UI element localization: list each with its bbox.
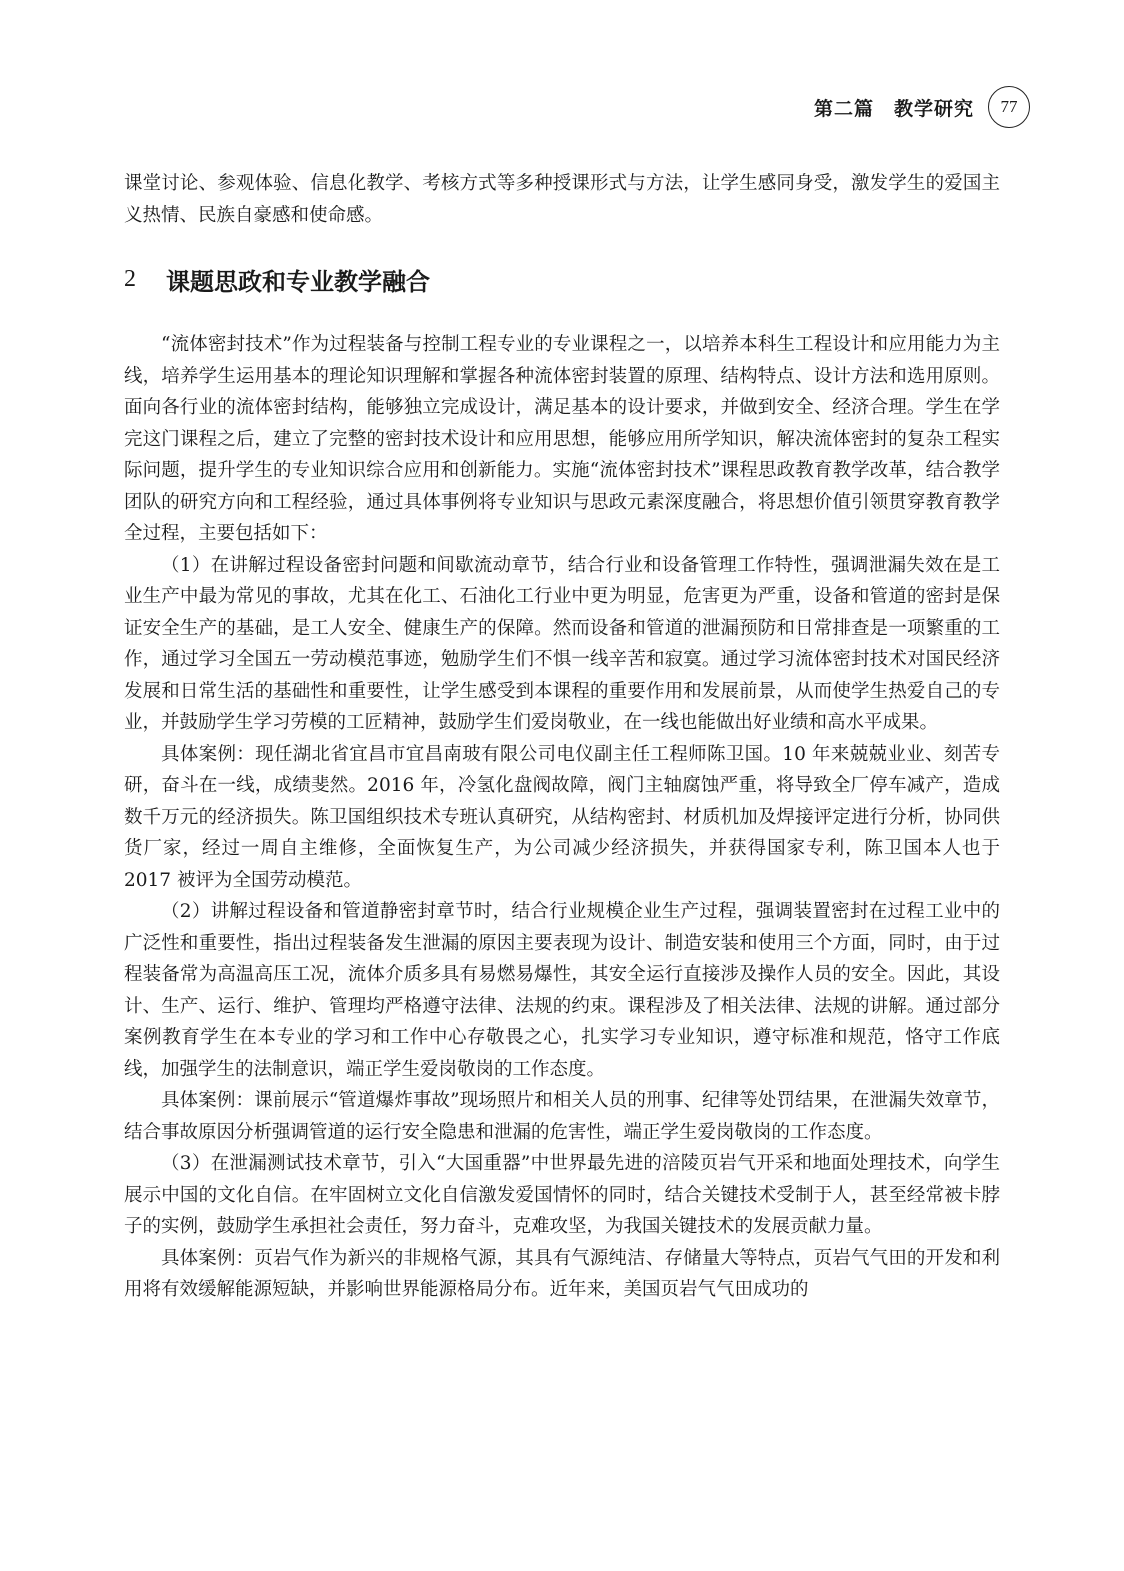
body-paragraph: （2）讲解过程设备和管道静密封章节时，结合行业规模企业生产过程，强调装置密封在过程工业中的广泛性和重要性，指出过程装备发生泄漏的原因主要表现为设计、制造安装和使用三个方面，同时，由于过程装备常为高温高压工况，流体介质多具有易燃易爆性，其安全运行直接涉及操作人员的安全。因此，其设计、生产、运行、维护、管理均严格遵守法律、法规的约束。课程涉及了相关法律、法规的讲解。通过部分案例教育学生在本专业的学习和工作中心存敬畏之心，扎实学习专业知识，遵守标准和规范，恪守工作底线，加强学生的法制意识，端正学生爱岗敬岗的工作态度。 [124,901,1000,1080]
body-paragraph: （1）在讲解过程设备密封问题和间歇流动章节，结合行业和设备管理工作特性，强调泄漏失效在是工业生产中最为常见的事故，尤其在化工、石油化工行业中更为明显，危害更为严重，设备和管道的密封是保证安全生产的基础，是工人安全、健康生产的保障。然而设备和管道的泄漏预防和日常排查是一项繁重的工作，通过学习全国五一劳动模范事迹，勉励学生们不惧一线辛苦和寂寞。通过学习流体密封技术对国民经济发展和日常生活的基础性和重要性，让学生感受到本课程的重要作用和发展前景，从而使学生热爱自己的专业，并鼓励学生学习劳模的工匠精神，鼓励学生们爱岗敬业，在一线也能做出好业绩和高水平成果。 [124,554,1000,733]
case-paragraph: 具体案例：页岩气作为新兴的非规格气源，其具有气源纯洁、存储量大等特点，页岩气气田的开发和利用将有效缓解能源短缺，并影响世界能源格局分布。近年来，美国页岩气气田成功的 [124,1247,1000,1300]
intro-paragraph: 课堂讨论、参观体验、信息化教学、考核方式等多种授课形式与方法，让学生感同身受，激发学生的爱国主义热情、民族自豪感和使命感。 [124,173,1000,226]
page-body [124,168,1000,1306]
body-paragraph: （3）在泄漏测试技术章节，引入“大国重器”中世界最先进的涪陵页岩气开采和地面处理技术，向学生展示中国的文化自信。在牢固树立文化自信激发爱国情怀的同时，结合关键技术受制于人，甚至经常被卡脖子的实例，鼓励学生承担社会责任，努力奋斗，克难攻坚，为我国关键技术的发展贡献力量。 [124,1153,1000,1237]
section-title: 课题思政和专业教学融合 [166,267,430,296]
section-heading [124,262,1000,296]
header-section-title: 第二篇 教学研究 [813,97,974,120]
page-number: 77 [988,86,1030,128]
section-number: 2 [124,265,136,292]
case-paragraph: 具体案例：现任湖北省宜昌市宜昌南玻有限公司电仪副主任工程师陈卫国。10 年来兢兢业业、刻苦专研，奋斗在一线，成绩斐然。2016 年，冷氢化盘阀故障，阀门主轴腐蚀严重，将导致全厂停车减产，造成数千万元的经济损失。陈卫国组织技术专班认真研究，从结构密封、材质机加及焊接评定进行分析，协同供货厂家，经过一周自主维修，全面恢复生产，为公司减少经济损失，并获得国家专利，陈卫国本人也于 2017 被评为全国劳动模范。 [124,743,1000,891]
case-paragraph: 具体案例：课前展示“管道爆炸事故”现场照片和相关人员的刑事、纪律等处罚结果，在泄漏失效章节，结合事故原因分析强调管道的运行安全隐患和泄漏的危害性，端正学生爱岗敬岗的工作态度。 [124,1090,1000,1143]
running-header [814,86,1030,128]
body-paragraph: “流体密封技术”作为过程装备与控制工程专业的专业课程之一，以培养本科生工程设计和应用能力为主线，培养学生运用基本的理论知识理解和掌握各种流体密封装置的原理、结构特点、设计方法和选用原则。面向各行业的流体密封结构，能够独立完成设计，满足基本的设计要求，并做到安全、经济合理。学生在学完这门课程之后，建立了完整的密封技术设计和应用思想，能够应用所学知识，解决流体密封的复杂工程实际问题，提升学生的专业知识综合应用和创新能力。实施“流体密封技术”课程思政教育教学改革，结合教学团队的研究方向和工程经验，通过具体事例将专业知识与思政元素深度融合，将思想价值引领贯穿教育教学全过程，主要包括如下： [124,334,1000,544]
